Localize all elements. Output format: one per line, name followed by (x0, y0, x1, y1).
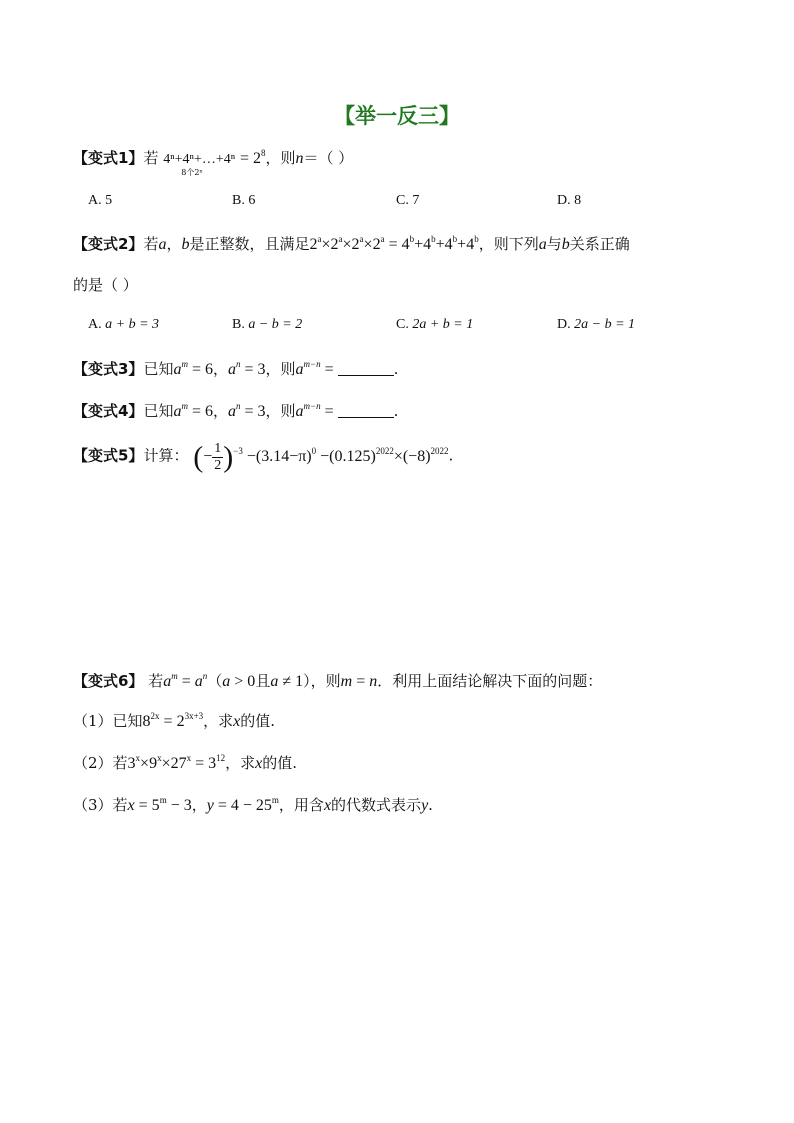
question-1-text: 若 (143, 149, 159, 167)
question-3-label: 【变式3】 (73, 360, 144, 378)
question-4: 【变式4】已知$a^m = 6$，$a^n = 3$，则$a^{m-n}$ = . (73, 401, 399, 420)
option-d: D. 8 (557, 193, 582, 208)
question-6: 【变式6】 若$a^m = a^n(a > 0$且a ≠ 1），则m = n．利用上面结论解决下面的问题： (73, 671, 603, 690)
option-2b: B. a − b = 2 (232, 317, 303, 332)
option-a: A. 5 (88, 193, 113, 208)
question-3: 【变式3】已知$a^m = 6$，$a^n = 3$，则$a^{m-n}$ = . (73, 359, 399, 378)
question-5-expression: (− $\frac{1}{2}$ )$^{-3} -(3.14-\pi)^0 -(0.125)^{2022}\times(-8)^{2022}$ (193, 440, 449, 473)
section-title: 【举一反三】 (334, 104, 460, 128)
option-2d: D. 2a − b = 1 (557, 317, 636, 332)
question-6-part-2: （2）若$3^x\times 9^x\times 27^x = 3^{12}$，求x的值. (73, 753, 298, 772)
question-2-equation: $2^a\times 2^a\times 2^a\times 2^a = 4^b+4^b+4^b+4^b$ (309, 234, 479, 253)
question-5-label: 【变式5】 (73, 446, 144, 465)
option-2a: A. a + b = 3 (88, 317, 160, 332)
answer-blank-4[interactable] (338, 405, 394, 418)
question-6-label: 【变式6】 (73, 672, 144, 690)
option-c: C. 7 (396, 193, 420, 208)
question-1-expression: 4ⁿ+4ⁿ+…+4ⁿ 8个2ⁿ (163, 152, 236, 177)
question-1: 【变式1】若 4ⁿ+4ⁿ+…+4ⁿ 8个2ⁿ = $2^8$，则n＝（ ） (73, 148, 354, 177)
question-6-part-1: （1）已知$8^{2x} = 2^{3x+3}$，求x的值. (73, 711, 276, 730)
question-1-equals: = $2^8$ (239, 148, 266, 167)
question-6-part-3: （3）若$x = 5^m - 3$，$y = 4 - 25^m$，用含x的代数式表示y. (73, 795, 433, 814)
answer-blank-3[interactable] (338, 363, 394, 376)
question-2-label: 【变式2】 (73, 235, 144, 253)
option-2c: C. 2a + b = 1 (396, 317, 474, 332)
question-1-label: 【变式1】 (73, 149, 144, 167)
question-2-cont: 的是（ ） (73, 276, 138, 294)
question-4-label: 【变式4】 (73, 402, 144, 420)
option-b: B. 6 (232, 193, 256, 208)
question-2: 【变式2】若a，b是正整数，且满足$2^a\times 2^a\times 2^a\times 2^a = 4^b+4^b+4^b+4^b$，则下列a与b关系正确 (73, 234, 630, 253)
question-5: 【变式5】计算： (− $\frac{1}{2}$ )$^{-3} -(3.14-\pi)^0 -(0.125)^{2022}\times(-8)^{2022}$. (73, 440, 454, 473)
